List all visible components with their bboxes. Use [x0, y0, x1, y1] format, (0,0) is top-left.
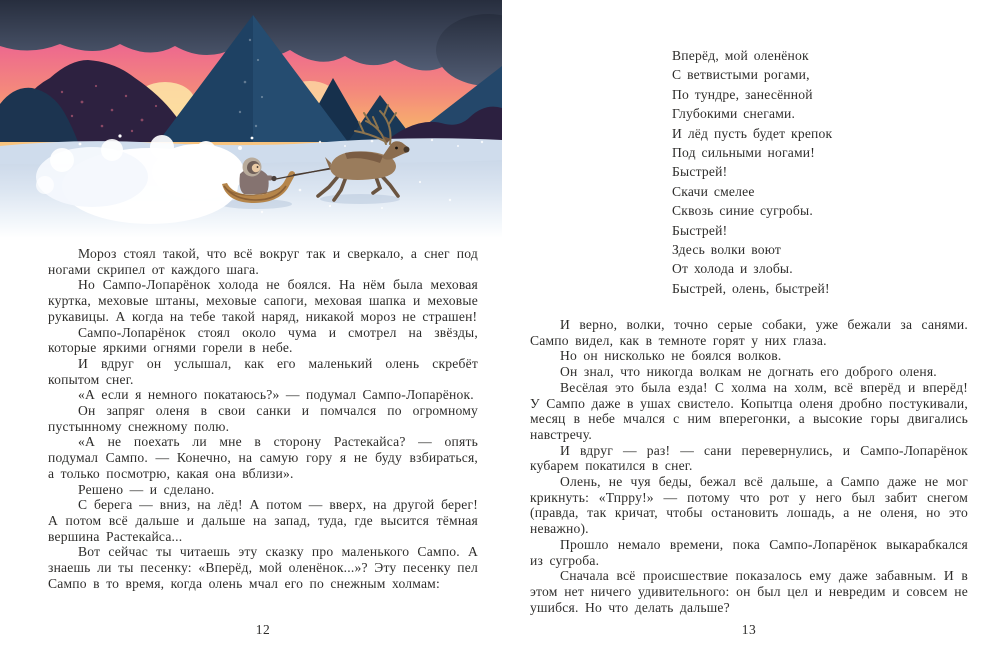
poem-line: Скачи смелее	[672, 183, 755, 199]
illustration-svg	[0, 0, 502, 238]
poem-line: И лёд пусть будет крепок	[672, 125, 833, 141]
poem-line: С ветвистыми рогами,	[672, 67, 810, 83]
paragraph: Решено — и сделано.	[78, 481, 215, 497]
illustration	[0, 0, 502, 238]
poem-line: Вперёд, мой оленёнок	[672, 48, 809, 63]
paragraph: Весёлая это была езда! С холма на холм, всё вперёд и вперёд! У Сампо даже в ушах свистело. Копытца оленя дробно постукивали, месяц в небе мчался с ним вперегонки, а высокие горы двигались навстречу.	[530, 379, 968, 442]
poem-line: Глубокими снегами.	[672, 106, 796, 122]
paragraph: И верно, волки, точно серые собаки, уже бежали за санями. Сампо видел, как в темноте горят у них глаза.	[530, 317, 968, 348]
poem-line: Быстрей!	[672, 222, 728, 238]
paragraph: Но он нисколько не боялся волков.	[560, 348, 782, 364]
poem-block	[672, 46, 832, 298]
right-text-block	[530, 317, 968, 615]
page-number-left: 12	[255, 622, 271, 637]
left-text-block	[48, 246, 478, 591]
paragraph: Прошло немало времени, пока Сампо-Лопарёнок выкарабкался из сугроба.	[530, 536, 968, 568]
paragraph: И вдруг он услышал, как его маленький олень скребёт копытом снег.	[48, 355, 478, 387]
paragraph: Мороз стоял такой, что всё вокруг так и сверкало, а снег под ногами скрипел от каждого шага.	[48, 246, 478, 277]
poem-line: Сквозь синие сугробы.	[672, 203, 813, 219]
poem-line: По тундре, занесённой	[672, 86, 813, 102]
poem-line: Под сильными ногами!	[672, 144, 815, 160]
poem-line: Быстрей!	[672, 164, 728, 180]
poem-line: От холода и злобы.	[672, 261, 793, 277]
poem-line: Здесь волки воют	[672, 241, 782, 257]
paragraph: Олень, не чуя беды, бежал всё дальше, а Сампо даже не мог крикнуть: «Тпрру!» — потому что рот у него был забит снегом (правда, так кричат, чтобы остановить лошадь, а не оленя, но это неважно).	[530, 474, 968, 537]
paragraph: Сампо-Лопарёнок стоял около чума и смотрел на звёзды, которые яркими огнями горели в небе.	[48, 324, 478, 356]
paragraph: Вот сейчас ты читаешь эту сказку про маленького Сампо. А знаешь ли ты песенку: «Вперёд, мой оленёнок...»? Эту песенку пел Сампо в то время, когда олень мчал его по снежным холмам:	[48, 544, 478, 591]
paragraph: И вдруг — раз! — сани перевернулись, и Сампо-Лопарёнок кубарем покатился в снег.	[530, 442, 968, 474]
paragraph: Он запряг оленя в свои санки и помчался по огромному пустынному снежному полю.	[48, 403, 478, 434]
paragraph: «А не поехать ли мне в сторону Растекайса? — опять подумал Сампо. — Конечно, на самую гору я не буду взбираться, а только посмотрю, какая она вблизи».	[48, 434, 478, 481]
paragraph: Сначала всё происшествие показалось ему даже забавным. И в этом нет ничего удивительного: он был цел и невредим и совсем не ушибся. Но что делать дальше?	[530, 568, 968, 615]
paragraph: Но Сампо-Лопарёнок холода не боялся. На нём была меховая куртка, меховые штаны, меховые сапоги, меховая шапка и меховые рукавицы. А когда на тебе такой наряд, никакой мороз не страшен!	[48, 277, 478, 324]
paragraph: Он знал, что никогда волкам не догнать его доброго оленя.	[560, 364, 937, 380]
page-number-right: 13	[741, 622, 757, 637]
paragraph: С берега — вниз, на лёд! А потом — вверх, на другой берег! А потом всё дальше и дальше на запад, туда, где высится тёмная вершина Растекайса...	[48, 497, 478, 544]
paragraph: «А если я немного покатаюсь?» — подумал Сампо-Лопарёнок.	[78, 387, 474, 403]
poem-line: Быстрей, олень, быстрей!	[672, 280, 830, 296]
